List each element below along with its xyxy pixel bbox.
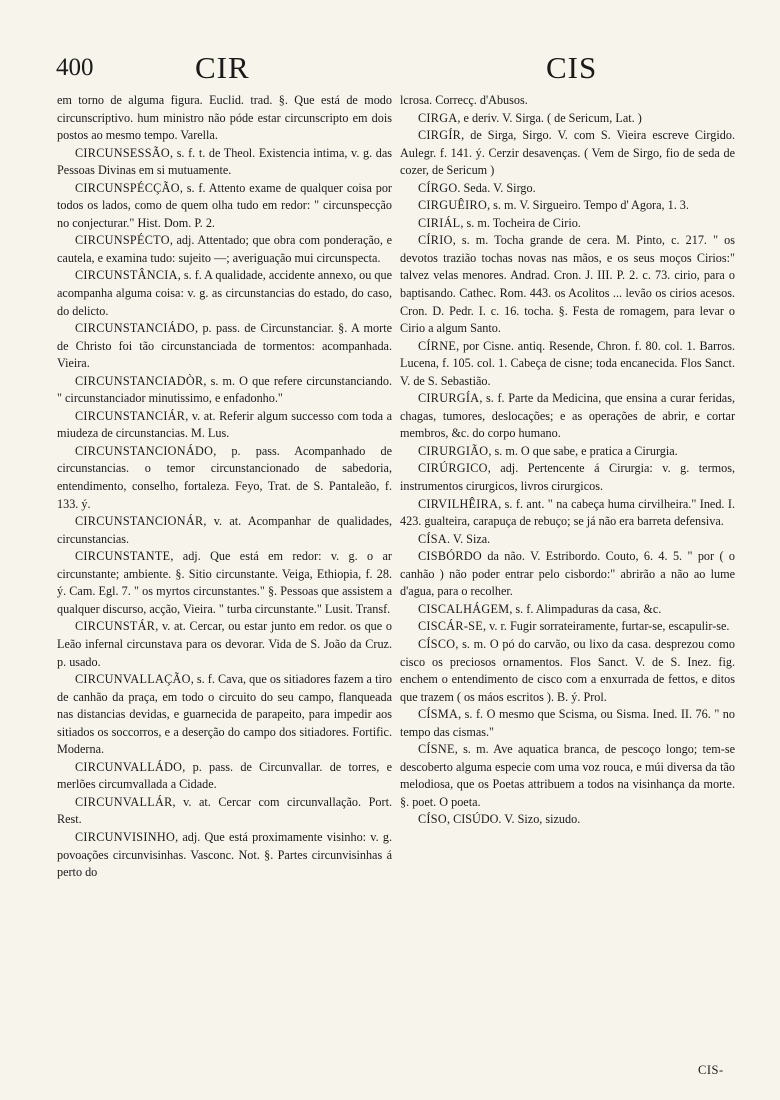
entry-headword: CIRGÍR — [418, 128, 462, 143]
dictionary-entry — [400, 811, 735, 829]
entry-headword: CÍSO — [418, 812, 447, 827]
entry-definition: , s. f. A qualidade, accidente annexo, ou que acompanha alguma coisa: v. g. as circunstancias do estado, do caso, do delicto. — [57, 268, 392, 318]
entry-headword: CIRCUNSTÂNCIA — [75, 268, 178, 283]
entry-definition: , s. f. ant. " na cabeça huma cirvilheira." Ined. I. 423. gualteira, carapuça de rebuço; se já não era barreta defensiva. — [400, 496, 735, 529]
entry-headword: CIRCUNSTÁR — [75, 619, 156, 634]
dictionary-entry — [57, 443, 392, 513]
dictionary-entry — [57, 92, 392, 145]
dictionary-entry — [57, 180, 392, 233]
entry-headword: CISCÁR-SE — [418, 619, 484, 634]
dictionary-entry — [400, 215, 735, 233]
entry-definition: , s. f. Cava, que os sitiadores fazem a tiro de canhão da praça, em todo o circuito do seu campo, flanqueada nas distancias devidas, e guarnecida de parapeito, para impedir aos sitiados os soccorros, e a deserção do campo dos sitiadores. Fortific. Moderna. — [57, 672, 392, 757]
left-column — [57, 92, 392, 882]
entry-headword: CISBÓRDO — [418, 549, 483, 564]
entry-headword: CIRCUNSTANCIONÁR — [75, 514, 204, 529]
entry-headword: CÍSNE — [418, 742, 455, 757]
entry-headword: CIRCUNSTANTE — [75, 549, 171, 564]
dictionary-entry — [400, 531, 735, 549]
entry-headword: CIRCUNVALLÁR — [75, 794, 173, 809]
entry-headword: CÍSCO — [418, 636, 456, 651]
dictionary-entry — [400, 636, 735, 706]
entry-definition: , s. m. Ave aquatica branca, de pescoço longo; tem-se descoberto alguma especie com uma voz rouca, e múi diversa da tão melodiosa, que os Poetas attribuem a todos na visinhança da morte. §. poet. O poeta. — [400, 742, 735, 809]
entry-headword: CÍRGO — [418, 180, 458, 195]
entry-definition: . V. Siza. — [446, 531, 491, 546]
entry-definition: , p. pass. Acompanhado de circunstancias. o temor circunstancionado de sabedoria, entendimento, conselho, fortaleza. Feyo, Trat. de S. Pantaleão, f. 133. ý. — [57, 443, 392, 511]
entry-headword: CISCALHÁGEM — [418, 601, 510, 616]
dictionary-entry — [57, 408, 392, 443]
entry-definition: , v. at. Cercar com circunvallação. Port. Rest. — [57, 794, 392, 827]
entry-definition: , CISÚDO. V. Sizo, sizudo. — [446, 812, 581, 827]
page-header — [50, 46, 730, 86]
entry-definition: , e deriv. V. Sirga. ( de Sericum, Lat. ) — [457, 110, 642, 125]
dictionary-entry — [400, 180, 735, 198]
dictionary-entry — [400, 127, 735, 180]
entry-headword: CIRCUNSPÉCTO — [75, 233, 170, 248]
entry-definition: lcrosa. Correcç. d'Abusos. — [400, 93, 528, 107]
dictionary-entry — [400, 197, 735, 215]
dictionary-entry — [400, 460, 735, 495]
dictionary-entry — [400, 496, 735, 531]
entry-headword: CIRGA — [418, 110, 458, 125]
entry-headword: CIRCUNSTANCIÁDO — [75, 321, 195, 336]
entry-definition: , v. at. Acompanhar de qualidades, circunstancias. — [57, 514, 392, 546]
entry-definition: , s. f. Attento exame de qualquer coisa por todos os lados, como de quem olha tudo em redor: " circunspecção no conjecturar." Hist. Dom. P. 2. — [57, 180, 392, 230]
dictionary-entry — [57, 373, 392, 408]
right-running-head: CIS — [546, 50, 598, 85]
entry-definition: , adj. Pertencente á Cirurgia: v. g. termos, instrumentos cirurgicos, livros cirurgicos. — [400, 461, 735, 494]
entry-headword: CÍSMA — [418, 707, 459, 722]
entry-definition: , s. f. Alimpaduras da casa, &c. — [509, 601, 662, 616]
entry-definition: , s. m. V. Sirgueiro. Tempo d' Agora, 1. 3. — [487, 198, 689, 213]
entry-headword: CIRCUNSTANCIONÁDO — [75, 443, 214, 458]
entry-headword: CIRURGÍA — [418, 391, 480, 406]
entry-definition: , adj. Que está em redor: v. g. o ar circunstante; ambiente. §. Sitio circunstante. Veiga, Ethiopia, f. 28. ý. Cam. Egl. 7. " os myrtos circunstantes." §. Pessoas que assistem a qualquer discurso, acção, Vieira. " turba circunstante." Lusit. Transf. — [57, 549, 392, 616]
entry-headword: CÍRNE — [418, 338, 457, 353]
entry-definition: , de Sirga, Sirgo. V. com S. Vieira escreve Cirgido. Aulegr. f. 141. ý. Cerzir desavenças. ( Vem de Sirgo, fio de seda de cozer, de Sericum ) — [400, 128, 735, 178]
left-running-head: CIR — [195, 50, 250, 85]
dictionary-entry — [400, 338, 735, 391]
entry-headword: CIRVILHÊIRA — [418, 496, 499, 511]
entry-definition: em torno de alguma figura. Euclid. trad. §. Que está de modo circunscriptivo. hum ministro não póde estar circunscripto em dois postos ao mesmo tempo. Varella. — [57, 93, 392, 143]
right-column — [400, 92, 735, 829]
dictionary-entry — [400, 601, 735, 619]
dictionary-entry — [400, 443, 735, 461]
entry-definition: , s. m. O que refere circunstanciando. " circunstanciador minutissimo, e enfadonho." — [57, 373, 392, 406]
dictionary-entry — [57, 232, 392, 267]
entry-definition: , v. at. Referir algum successo com toda a miudeza de circunstancias. M. Lus. — [57, 408, 392, 441]
dictionary-entry — [400, 706, 735, 741]
entry-headword: CIRCUNVISINHO — [75, 829, 176, 844]
entry-definition: , s. f. O mesmo que Scisma, ou Sisma. Ined. II. 76. " no tempo das cismas." — [400, 707, 735, 739]
dictionary-entry — [57, 618, 392, 671]
dictionary-entry — [400, 548, 735, 601]
catchword: CIS- — [698, 1063, 724, 1077]
dictionary-entry — [400, 92, 735, 110]
dictionary-entry — [57, 145, 392, 180]
entry-definition: , s. m. Tocheira de Cirio. — [460, 215, 581, 230]
dictionary-entry — [400, 618, 735, 636]
entry-headword: CIRURGIÃO — [418, 443, 489, 458]
dictionary-entry — [57, 513, 392, 548]
dictionary-entry — [400, 390, 735, 443]
entry-headword: CIRCUNSTANCIADÒR — [75, 373, 204, 388]
entry-definition: , s. f. t. de Theol. Existencia intima, v. g. das Pessoas Divinas em si mutuamente. — [57, 145, 392, 178]
entry-definition: , s. m. O pó do carvão, ou lixo da casa. desprezou como cisco os preciosos ornamentos. Flos Sanct. V. de S. Inez. fig. enchem o entendimento de cisco com a enxurrada de fettos, e ditos que trazem ( os máos escritos ). B. ý. Prol. — [400, 636, 735, 704]
dictionary-entry — [400, 232, 735, 337]
entry-definition: , adj. Que está proximamente visinho: v. g. povoações circunvisinhas. Vasconc. Not. §. Partes circunvisinhas á perto do — [57, 829, 392, 880]
entry-definition: , adj. Attentado; que obra com ponderação, e cautela, e examina tudo: sujeito —; averiguação mui circunspecta. — [57, 233, 392, 265]
entry-definition: , s. m. O que sabe, e pratica a Cirurgia. — [488, 443, 678, 458]
dictionary-entry — [57, 829, 392, 882]
entry-definition: , s. f. Parte da Medicina, que ensina a curar feridas, chagas, tumores, deslocações; e as operações de abrir, e cortar membros, &c. do corpo humano. — [400, 391, 735, 441]
entry-headword: CIRCUNSTANCIÁR — [75, 408, 186, 423]
dictionary-entry — [57, 320, 392, 373]
entry-headword: CIRÚRGICO — [418, 461, 488, 476]
entry-definition: , v. r. Fugir sorrateiramente, furtar-se, escapulir-se. — [483, 619, 730, 634]
entry-headword: CIRCUNSPÉCÇÃO — [75, 180, 180, 195]
dictionary-entry — [57, 267, 392, 320]
entry-definition: , por Cisne. antiq. Resende, Chron. f. 80. col. 1. Barros. Lucena, f. 105. col. 1. Cabeça de cisne; toda encanecida. Flos Sanct. V. de S. Sebastião. — [400, 338, 735, 388]
entry-headword: CIRCUNVALLAÇÃO — [75, 672, 191, 687]
entry-definition: , p. pass. de Circunstanciar. §. A morte de Christo foi tão circunstanciada de tormentos: acompanhada. Vieira. — [57, 321, 392, 371]
dictionary-entry — [57, 548, 392, 618]
entry-headword: CIRCUNVALLÁDO — [75, 759, 183, 774]
entry-headword: CIRIÁL — [418, 215, 461, 230]
dictionary-entry — [57, 794, 392, 829]
entry-definition: , p. pass. de Circunvallar. de torres, e merlões circumvallada a Cidade. — [57, 759, 392, 792]
entry-definition: , v. at. Cercar, ou estar junto em redor. os que o Leão infernal circunstava para os devorar. Vida de S. João da Cruz. p. usado. — [57, 619, 392, 669]
entry-definition: . Seda. V. Sirgo. — [457, 180, 536, 195]
entry-headword: CIRCUNSESSÃO — [75, 145, 171, 160]
entry-definition: , s. m. Tocha grande de cera. M. Pinto, c. 217. " os devotos trazião tochas novas nas mãos, e os seus moços Cirios:" talvez velas menores. Andrad. Cron. J. III. P. 2. c. 73. cirio, para o baptisando. Cathec. Rom. 443. os Acolitos ... levão os cirios acesos. Cron. D. Pedr. I. c. 16. tocha. §. Festa de romagem, para levar o Cirio a algum Santo. — [400, 233, 735, 336]
page-number: 400 — [56, 54, 94, 81]
entry-headword: CÍRIO — [418, 233, 453, 248]
dictionary-entry — [400, 741, 735, 811]
entry-headword: CÍSA — [418, 531, 447, 546]
dictionary-entry — [57, 759, 392, 794]
dictionary-entry — [57, 671, 392, 759]
dictionary-entry — [400, 110, 735, 128]
entry-definition: da não. V. Estribordo. Couto, 6. 4. 5. " por ( o canhão ) não poder entrar pelo cisbordo:" abrirão a não ao lume d'agua, para o recolher. — [400, 549, 735, 599]
entry-headword: CIRGUÊIRO — [418, 198, 488, 213]
